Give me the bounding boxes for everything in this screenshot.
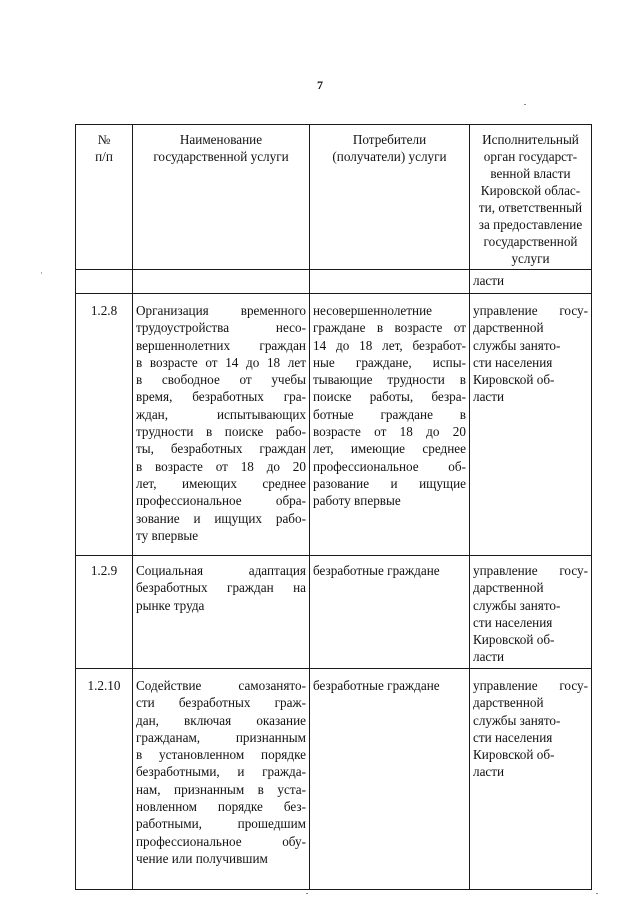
cell-line: сти населения (473, 354, 553, 370)
cell-line: граждане в возрасте от (313, 320, 466, 336)
cell-line: дан, включая оказание (136, 712, 306, 728)
cell-line: ласти (473, 649, 505, 665)
cell-line: возрасте от 18 до 20 (313, 424, 466, 440)
cell-line: п/п (95, 149, 113, 164)
cell-line: 14 до 18 лет, безработ- (313, 337, 466, 353)
cell-line: работными, прошедшим (136, 816, 306, 832)
consumers-cell (310, 294, 470, 556)
cell-line: в возрасте от 14 до 18 лет (136, 354, 306, 370)
cell-line: Наименование (179, 132, 263, 147)
cell-line: безработных граждан на (136, 580, 306, 596)
cell-line: поиске работы, безра- (313, 389, 466, 405)
table-row (76, 556, 592, 669)
cell-line: ты, безработных граждан (136, 441, 306, 457)
cell-line: трудности в поиске рабо- (136, 424, 306, 440)
consumers-cell (310, 556, 470, 669)
cell-line: службы занято- (473, 712, 561, 728)
row-number: 1.2.8 (76, 294, 133, 556)
cell-line: венной власти (490, 166, 571, 181)
cell-line: лет, имеющих среднее (136, 475, 306, 491)
continuation-row (76, 270, 592, 294)
cell-line: вершеннолетних граждан (136, 337, 306, 353)
cell-line: управление госу- (473, 303, 588, 318)
cell-line: службы занято- (473, 337, 561, 353)
row-number: 1.2.10 (76, 669, 133, 890)
services-table (75, 124, 592, 890)
continuation-service-cell (133, 270, 310, 294)
continuation-consumers-cell (310, 270, 470, 294)
cell-line: тывающие трудности в (313, 372, 466, 388)
scan-speck (524, 104, 526, 105)
scan-speck (306, 893, 308, 894)
cell-line: Организация временного (136, 303, 306, 318)
table-row (76, 669, 592, 890)
cell-line: государственной (483, 234, 578, 249)
cell-line: государственной услуги (153, 149, 289, 164)
cell-line: № (97, 132, 111, 147)
cell-line: сти населения (473, 614, 553, 630)
consumers-cell (310, 669, 470, 890)
cell-line: (получатели) услуги (332, 149, 447, 164)
header-service-name (133, 125, 310, 270)
cell-line: Содействие самозанято- (136, 678, 306, 693)
service-name-cell (133, 556, 310, 669)
cell-line: дарственной (473, 580, 544, 596)
cell-line: ласти (473, 273, 505, 288)
header-number (76, 125, 133, 270)
cell-line: разование и ищущие (313, 475, 466, 491)
cell-line: гражданам, признанным (136, 729, 306, 745)
cell-line: Кировской об- (473, 632, 555, 648)
header-consumers (310, 125, 470, 270)
continuation-authority-cell (470, 270, 592, 294)
cell-line: безработные граждане (313, 563, 440, 578)
cell-line: Потребители (352, 132, 427, 147)
cell-line: в установленном порядке (136, 747, 306, 763)
cell-line: новленном порядке без- (136, 799, 306, 815)
authority-cell (470, 556, 592, 669)
cell-line: рынке труда (136, 597, 205, 613)
cell-line: Кировской облас- (480, 183, 581, 198)
cell-line: дарственной (473, 320, 544, 336)
cell-line: чение или получившим (136, 850, 268, 866)
cell-line: услуги (511, 251, 550, 266)
cell-line: ласти (473, 764, 505, 780)
cell-line: ту впервые (136, 527, 199, 543)
cell-line: ти, ответственный (478, 200, 583, 215)
cell-line: управление госу- (473, 563, 588, 578)
cell-line: Кировской об- (473, 372, 555, 388)
cell-line: ботные граждане в (313, 406, 466, 422)
cell-line: время, безработных гра- (136, 389, 306, 405)
cell-line: за предоставление (478, 217, 583, 232)
cell-line: ласти (473, 389, 505, 405)
cell-line: нам, признанным в уста- (136, 781, 306, 797)
cell-line: несовершеннолетние (313, 303, 432, 318)
service-name-cell (133, 294, 310, 556)
cell-line: безработные граждане (313, 678, 440, 693)
cell-line: профессиональное об- (313, 458, 466, 474)
cell-line: профессиональное обра- (136, 493, 306, 509)
cell-line: сти населения (473, 729, 553, 745)
continuation-number-cell (76, 270, 133, 294)
cell-line: профессиональное обу- (136, 833, 306, 849)
cell-line: Кировской об- (473, 747, 555, 763)
cell-line: работу впервые (313, 493, 401, 509)
cell-line: управление госу- (473, 678, 588, 693)
service-name-cell (133, 669, 310, 890)
cell-line: безработными, и гражда- (136, 764, 306, 780)
cell-line: орган государст- (483, 149, 578, 164)
cell-line: зование и ищущих рабо- (136, 510, 306, 526)
cell-line: в свободное от учебы (136, 372, 306, 388)
authority-cell (470, 294, 592, 556)
header-authority (470, 125, 592, 270)
cell-line: службы занято- (473, 597, 561, 613)
page-number: 7 (317, 78, 323, 92)
cell-line: сти безработных граж- (136, 695, 306, 711)
cell-line: Социальная адаптация (136, 563, 306, 578)
table-row (76, 294, 592, 556)
cell-line: дарственной (473, 695, 544, 711)
cell-line: ждан, испытывающих (136, 406, 306, 422)
row-number: 1.2.9 (76, 556, 133, 669)
authority-cell (470, 669, 592, 890)
scan-speck: · (40, 268, 43, 278)
cell-line: в возрасте от 18 до 20 (136, 458, 306, 474)
cell-line: ные граждане, испы- (313, 354, 466, 370)
cell-line: лет, имеющие среднее (313, 441, 466, 457)
cell-line: Исполнительный (482, 132, 579, 147)
cell-line: трудоустройства несо- (136, 320, 306, 336)
scan-speck (596, 893, 598, 894)
header-row (76, 125, 592, 270)
